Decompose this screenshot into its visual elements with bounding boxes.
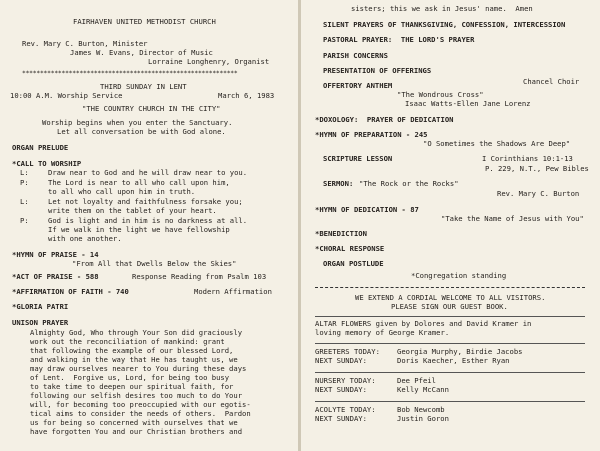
litany-line: If we walk in the light we have fellowship [48, 225, 230, 234]
sermon-label: SERMON: [323, 179, 354, 188]
hymn-of-praise-title: "From All that Dwells Below the Skies" [72, 259, 237, 268]
altar-flowers-line-1: ALTAR FLOWERS given by Dolores and David Kramer in [315, 319, 532, 328]
prayer-line: of Lent. Forgive us, Lord, for being too busy [30, 373, 230, 382]
right-page [301, 0, 600, 451]
altar-flowers-line-2: loving memory of George Kramer. [315, 328, 450, 337]
prayer-end: sisters; this we ask in Jesus' name. Amen [351, 4, 533, 13]
divider-line [315, 316, 585, 317]
nursery-next-label: NEXT SUNDAY: [315, 385, 367, 394]
greeters-today-names: Georgia Murphy, Birdie Jacobs [397, 347, 523, 356]
parish-concerns: PARISH CONCERNS [323, 51, 388, 60]
hymn-of-preparation: *HYMN OF PREPARATION - 245 [315, 130, 428, 139]
acolyte-next-label: NEXT SUNDAY: [315, 414, 367, 423]
sermon-title: "The Rock or the Rocks" [359, 179, 459, 188]
divider-line [315, 372, 585, 373]
sermon-theme: "THE COUNTRY CHURCH IN THE CITY" [82, 104, 221, 113]
staff-organist: Lorraine Longhenry, Organist [148, 57, 270, 66]
scripture-page: P. 229, N.T., Pew Bibles [485, 164, 589, 173]
greeters-next-names: Doris Kaecher, Esther Ryan [397, 356, 510, 365]
prayer-line: may draw ourselves nearer to You during these days [30, 364, 247, 373]
nursery-next-names: Kelly McCann [397, 385, 449, 394]
anthem-title: "The Wondrous Cross" [397, 90, 484, 99]
hymn-of-dedication: *HYMN OF DEDICATION - 87 [315, 205, 419, 214]
call-to-worship: *CALL TO WORSHIP [12, 159, 82, 168]
prayer-line: have forgotten You and our Christian brothers and [30, 427, 243, 436]
welcome-line-1: WE EXTEND A CORDIAL WELCOME TO ALL VISITORS. [355, 293, 546, 302]
benediction: *BENEDICTION [315, 229, 367, 238]
nursery-today-names: Dee Pfeil [397, 376, 436, 385]
offertory-anthem: OFFERTORY ANTHEM [323, 81, 393, 90]
prayer-line: to take time to deepen our spiritual faith, for [30, 382, 234, 391]
intro-line-2: Let all conversation be with God alone. [57, 127, 226, 136]
affirmation-of-faith: *AFFIRMATION OF FAITH - 740 [12, 287, 129, 296]
nursery-today-label: NURSERY TODAY: [315, 376, 376, 385]
greeters-today-label: GREETERS TODAY: [315, 347, 380, 356]
organ-prelude: ORGAN PRELUDE [12, 143, 69, 152]
litany-line: write them on the tablet of your heart. [48, 206, 217, 215]
prayer-line: and walking in the way that He has taught us, we [30, 355, 238, 364]
divider-line [315, 401, 585, 402]
anthem-composer: Isaac Watts-Ellen Jane Lorenz [405, 99, 531, 108]
acolyte-today-names: Bob Newcomb [397, 405, 445, 414]
scripture-reference: I Corinthians 10:1-13 [482, 154, 573, 163]
litany-line: God is light and in him is no darkness at all. [48, 216, 248, 225]
litany-speaker: P: [20, 178, 29, 187]
litany-line: to all who call upon him in truth. [48, 187, 196, 196]
acolyte-next-names: Justin Goron [397, 414, 449, 423]
left-page [0, 0, 298, 451]
silent-prayers: SILENT PRAYERS OF THANKSGIVING, CONFESSION, INTERCESSION [323, 20, 566, 29]
preacher: Rev. Mary C. Burton [497, 189, 580, 198]
choral-response: *CHORAL RESPONSE [315, 244, 385, 253]
dashed-divider [315, 287, 585, 288]
litany-speaker: P: [20, 216, 29, 225]
church-name: FAIRHAVEN UNITED METHODIST CHURCH [73, 17, 216, 26]
litany-speaker: L: [20, 168, 29, 177]
prayer-line: tical aims to consider the needs of others. Pardon [30, 409, 251, 418]
welcome-line-2: PLEASE SIGN OUR GUEST BOOK. [391, 302, 508, 311]
hymn-of-dedication-title: "Take the Name of Jesus with You" [441, 214, 584, 223]
litany-line: Let not loyalty and faithfulness forsake you; [48, 197, 243, 206]
divider-line [315, 343, 585, 344]
prayer-line: Almighty God, Who through Your Son did graciously [30, 328, 243, 337]
act-of-praise-detail: Response Reading from Psalm 103 [132, 272, 267, 281]
litany-line: The Lord is near to all who call upon him, [48, 178, 230, 187]
unison-prayer: UNISON PRAYER [12, 318, 69, 327]
prayer-line: following our selfish desires too much to do Your [30, 391, 243, 400]
congregation-standing: *Congregation standing [411, 271, 507, 280]
organ-postlude: ORGAN POSTLUDE [323, 259, 384, 268]
prayer-line: that following the example of our blessed Lord, [30, 346, 234, 355]
greeters-next-label: NEXT SUNDAY: [315, 356, 367, 365]
prayer-line: us for being so concerned with ourselves that we [30, 418, 238, 427]
presentation-of-offerings: PRESENTATION OF OFFERINGS [323, 66, 432, 75]
litany-speaker: L: [20, 197, 29, 206]
staff-music: James W. Evans, Director of Music [70, 48, 213, 57]
chancel-choir: Chancel Choir [523, 77, 580, 86]
service-date: March 6, 1983 [218, 91, 275, 100]
litany-line: with one another. [48, 234, 122, 243]
prayer-line: work out the reconciliation of mankind: grant [30, 337, 225, 346]
pastoral-prayer: PASTORAL PRAYER: THE LORD'S PRAYER [323, 35, 475, 44]
affirmation-detail: Modern Affirmation [194, 287, 272, 296]
litany-line: Draw near to God and he will draw near to you. [48, 168, 248, 177]
acolyte-today-label: ACOLYTE TODAY: [315, 405, 376, 414]
gloria-patri: *GLORIA PATRI [12, 302, 69, 311]
scripture-lesson: SCRIPTURE LESSON [323, 154, 393, 163]
hymn-of-preparation-title: "O Sometimes the Shadows Are Deep" [423, 139, 571, 148]
act-of-praise: *ACT OF PRAISE - 588 [12, 272, 99, 281]
doxology: *DOXOLOGY: PRAYER OF DEDICATION [315, 115, 454, 124]
staff-minister: Rev. Mary C. Burton, Minister [22, 39, 148, 48]
sunday-title: THIRD SUNDAY IN LENT [100, 82, 187, 91]
intro-line-1: Worship begins when you enter the Sanctuary. [42, 118, 233, 127]
service-time: 10:00 A.M. Worship Service [10, 91, 123, 100]
stars-divider: ************************************************************ [22, 70, 238, 77]
prayer-line: will, for becoming too preoccupied with our egotis- [30, 400, 251, 409]
hymn-of-praise: *HYMN OF PRAISE - 14 [12, 250, 99, 259]
